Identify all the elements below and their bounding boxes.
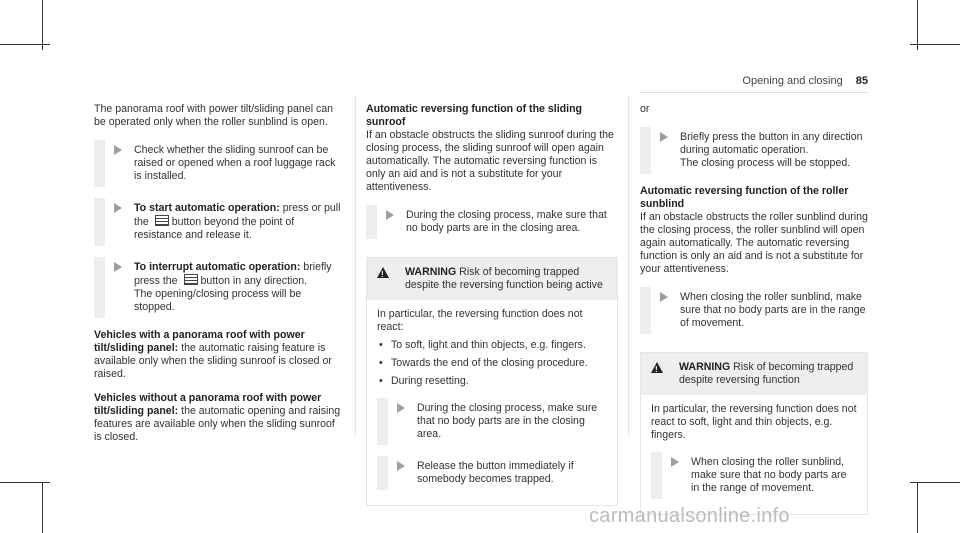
page-number: 85 [855, 75, 868, 87]
sunroof-button-icon [184, 274, 198, 285]
instruction-step: During the closing process, make sure that no body parts are in the closing area. [366, 205, 618, 239]
page-header [742, 75, 868, 87]
crop-mark [917, 0, 918, 50]
instruction-step: To interrupt automatic operation: briefly press the button in any direction. The opening/closing process will be stopped. [94, 257, 344, 318]
instruction-step: When closing the roller sunblind, make sure that no body parts are in the range of movement. [651, 452, 857, 499]
arrow-icon [114, 145, 122, 155]
vehicle-note: Vehicles with a panorama roof with power tilt/sliding panel: the automatic raising feature is available only when the sliding sunroof is closed or raised. [94, 329, 332, 380]
arrow-icon [671, 457, 679, 467]
watermark-text: carmanualsonline.info [589, 505, 790, 527]
warning-header: ! WARNING Risk of becoming trapped despite the reversing function being active [367, 258, 617, 300]
instruction-step: Check whether the sliding sunroof can be raised or opened when a roof luggage rack is installed. [94, 140, 344, 187]
instruction-step: Briefly press the button in any direction during automatic operation. The closing process will be stopped. [640, 127, 868, 174]
or-text: or [640, 103, 650, 115]
crop-mark [42, 0, 43, 50]
arrow-icon [397, 403, 405, 413]
crop-mark [42, 482, 43, 533]
list-item: • To soft, light and thin objects, e.g. fingers. [377, 339, 607, 352]
arrow-icon [114, 262, 122, 272]
body-text: If an obstacle obstructs the sliding sunroof during the closing process, the sliding sunroof will open again automatically. The automatic reversing function is only an aid and is not a substitute for your attentiveness. [366, 129, 614, 193]
crop-mark [917, 482, 918, 533]
section-heading: Automatic reversing function of the roller sunblind [640, 185, 849, 210]
arrow-icon [114, 203, 122, 213]
instruction-step: To start automatic operation: press or pull the button beyond the point of resistance and release it. [94, 198, 344, 246]
instruction-step: Release the button immediately if somebody becomes trapped. [377, 456, 607, 490]
instruction-step: When closing the roller sunblind, make sure that no body parts are in the range of movement. [640, 287, 868, 334]
arrow-icon [660, 292, 668, 302]
list-item: • Towards the end of the closing procedure. [377, 357, 607, 370]
column-left [94, 103, 344, 455]
arrow-icon [397, 461, 405, 471]
column-divider [355, 96, 356, 436]
warning-header: ! WARNING Risk of becoming trapped despite reversing function [641, 353, 867, 395]
warning-icon [377, 267, 389, 278]
warning-icon [651, 362, 663, 373]
warning-box: ! WARNING Risk of becoming trapped despite the reversing function being active In particular, the reversing function does not react: • To soft, light and thin objects, e.g. fingers. • Towards the end of the closing procedure. • During resetting. During the closing process, make sure that no body parts are in the closing area. Release the button immediately if somebody becomes trapped. [366, 257, 618, 506]
column-divider [628, 96, 629, 436]
column-right [640, 103, 868, 527]
section-heading: Automatic reversing function of the sliding sunroof [366, 103, 583, 128]
section-title: Opening and closing [742, 75, 843, 87]
vehicle-note: Vehicles without a panorama roof with power tilt/sliding panel: the automatic opening and raising features are available only when the sliding sunroof is closed. [94, 392, 341, 443]
arrow-icon [386, 210, 394, 220]
body-text: If an obstacle obstructs the roller sunblind during the closing process, the roller sunblind will open again automatically. The automatic reversing function is only an aid and is not a substitute for your attentiveness. [640, 211, 868, 275]
header-rule [640, 92, 867, 93]
warning-box: ! WARNING Risk of becoming trapped despite reversing function In particular, the reversing function does not react to soft, light and thin objects, e.g. fingers. When closing the roller sunblind, make sure that no body parts are in the range of movement. [640, 352, 868, 515]
sunroof-button-icon [155, 215, 169, 226]
intro-text: The panorama roof with power tilt/sliding panel can be operated only when the roller sunblind is open. [94, 103, 334, 128]
list-item: • During resetting. [377, 375, 607, 388]
column-middle [366, 103, 618, 518]
instruction-step: During the closing process, make sure that no body parts are in the closing area. [377, 398, 607, 445]
arrow-icon [660, 132, 668, 142]
